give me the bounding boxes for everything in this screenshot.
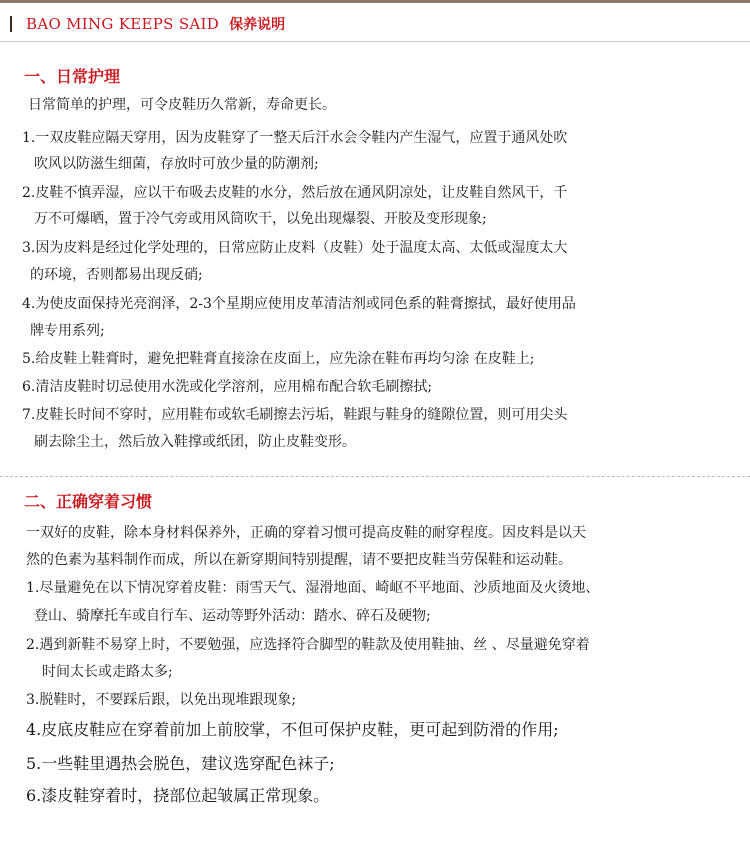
section1-line-1: 1.一双皮鞋应隔天穿用，因为皮鞋穿了一整天后汗水会令鞋内产生湿气，应置于通风处吹 <box>22 130 568 146</box>
section2-line-3: 1.尽量避免在以下情况穿着皮鞋：雨雪天气、湿滑地面、崎岖不平地面、沙质地面及火烫地、 <box>26 580 600 596</box>
header-bar <box>10 16 12 32</box>
section2-line-6: 时间太长或走路太多; <box>42 664 173 680</box>
section2-line-1: 一双好的皮鞋，除本身材料保养外，正确的穿着习惯可提高皮鞋的耐穿程度。因皮料是以天 <box>26 525 586 541</box>
section2-line-5: 2.遇到新鞋不易穿上时，不要勉强，应选择符合脚型的鞋款及使用鞋抽、丝 、尽量避免穿着 <box>26 637 590 653</box>
section1-line-8: 牌专用系列; <box>30 323 105 339</box>
section1-title: 一、日常护理 <box>24 67 121 86</box>
section1-line-9: 5.给皮鞋上鞋膏时，避免把鞋膏直接涂在皮面上，应先涂在鞋布再均匀涂 在皮鞋上; <box>22 351 535 367</box>
section2-line-9: 5.一些鞋里遇热会脱色，建议选穿配色袜子; <box>26 754 335 773</box>
section1-intro: 日常简单的护理，可令皮鞋历久常新，寿命更长。 <box>28 97 336 113</box>
brand-title: BAO MING KEEPS SAID <box>26 15 220 33</box>
section1-line-2: 吹风以防滋生细菌，存放时可放少量的防潮剂; <box>34 156 319 172</box>
section1-line-6: 的环境，否则都易出现反硝; <box>30 267 203 283</box>
top-rule <box>0 0 750 3</box>
page-header <box>10 12 285 36</box>
header-divider <box>0 41 750 42</box>
section2-line-2: 然的色素为基料制作而成，所以在新穿期间特别提醒，请不要把皮鞋当劳保鞋和运动鞋。 <box>26 552 572 568</box>
section2-line-4: 登山、骑摩托车或自行车、运动等野外活动：踏水、碎石及硬物; <box>34 608 431 624</box>
section1-line-11: 7.皮鞋长时间不穿时，应用鞋布或软毛刷擦去污垢，鞋跟与鞋身的缝隙位置，则可用尖头 <box>22 407 568 423</box>
section1-line-7: 4.为使皮面保持光亮润泽，2-3个星期应使用皮革清洁剂或同色系的鞋膏擦拭，最好使用品 <box>22 296 576 312</box>
section2-line-10: 6.漆皮鞋穿着时，挠部位起皱属正常现象。 <box>26 786 330 805</box>
section1-line-5: 3.因为皮料是经过化学处理的，日常应防止皮料（皮鞋）处于温度太高、太低或湿度太大 <box>22 240 568 256</box>
section2-title: 二、正确穿着习惯 <box>24 492 153 511</box>
care-title: 保养说明 <box>229 17 286 33</box>
section1-line-3: 2.皮鞋不慎弄湿，应以干布吸去皮鞋的水分，然后放在通风阴凉处，让皮鞋自然风干，千 <box>22 185 568 201</box>
section-divider <box>0 476 750 477</box>
section2-line-8: 4.皮底皮鞋应在穿着前加上前胶掌，不但可保护皮鞋，更可起到防滑的作用; <box>26 720 559 739</box>
section2-line-7: 3.脱鞋时，不要踩后跟，以免出现堆跟现象; <box>26 692 297 708</box>
section1-line-12: 刷去除尘土，然后放入鞋撑或纸团，防止皮鞋变形。 <box>34 434 356 450</box>
section1-line-4: 万不可爆晒，置于冷气旁或用风筒吹干，以免出现爆裂、开胶及变形现象; <box>34 211 487 227</box>
section1-line-10: 6.清洁皮鞋时切忌使用水洗或化学溶剂，应用棉布配合软毛刷擦拭; <box>22 379 433 395</box>
